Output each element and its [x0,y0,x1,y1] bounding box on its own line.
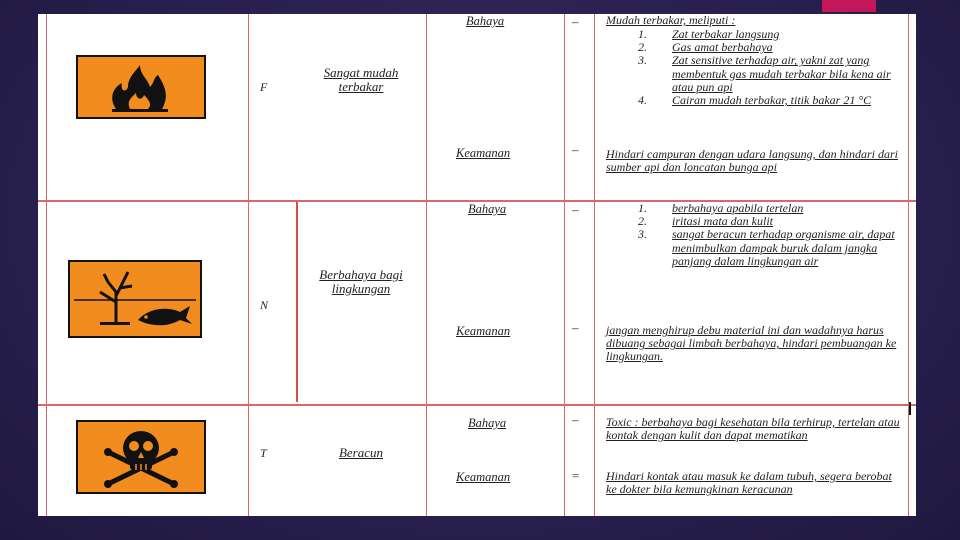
bahaya-list [638,202,898,268]
list-item: 2. Gas amat berbahaya [638,40,773,55]
keamanan-text: Hindari campuran dengan udara langsung, dan hindari dari sumber api dan loncatan bunga api [606,147,899,175]
list-item: 3. Zat sensitive terhadap air, yakni zat yang membentuk gas mudah terbakar bila kena air atau pun api [638,53,891,94]
symbol-name: Berbahaya bagi lingkungan [319,267,403,296]
table-row [38,14,916,200]
keamanan-label: Keamanan [456,470,511,484]
bahaya-text: Toxic : berbahaya bagi kesehatan bila terhirup, tertelan atau kontak dengan kulit dan dapat mematikan [606,415,900,443]
symbol-code: F [260,80,268,94]
keamanan-dash: – [572,320,579,335]
keamanan-text: jangan menghirup debu material ini dan wadahnya harus dibuang sebagai limbah berbahaya, hindari pembuangan ke lingkungan. [606,323,897,364]
table-row [38,406,916,516]
list-item: 4. Cairan mudah terbakar, titik bakar 21 °C [638,93,872,108]
keamanan-label: Keamanan [456,324,511,338]
bahaya-list [638,28,898,107]
symbol-name: Beracun [338,445,384,460]
flame-icon [76,55,206,119]
list-item: 3. sangat beracun terhadap organisme air, dapat menimbulkan dampak buruk dalam jangka panjang dalam lingkungan air [638,227,895,268]
list-item: 1. berbahaya apabila tertelan [638,201,804,215]
table-row [38,202,916,404]
bahaya-dash: – [572,202,579,217]
keamanan-dash: = [572,468,580,483]
list-item: 1. Zat terbakar langsung [638,27,780,41]
skull-crossbones-icon [76,420,206,494]
keamanan-text: Hindari kontak atau masuk ke dalam tubuh, segera berobat ke dokter bila kemungkinan keracunan [606,469,892,497]
bahaya-label: Bahaya [466,14,505,28]
bahaya-label: Bahaya [468,416,507,430]
symbol-code: N [260,298,269,312]
bahaya-dash: – [572,412,579,427]
bahaya-intro: Mudah terbakar, meliputi : [606,13,736,27]
dead-tree-fish-icon [68,260,202,338]
symbol-name: Sangat mudah terbakar [323,65,399,94]
cursor-mark [909,402,911,415]
bahaya-label: Bahaya [468,202,507,216]
keamanan-dash: – [572,142,579,157]
slide-accent-tab [822,0,876,12]
symbol-code: T [260,446,267,460]
hazard-symbol-table [38,14,916,516]
list-item: 2. iritasi mata dan kulit [638,214,774,229]
bahaya-dash: – [572,14,579,29]
keamanan-label: Keamanan [456,146,511,160]
